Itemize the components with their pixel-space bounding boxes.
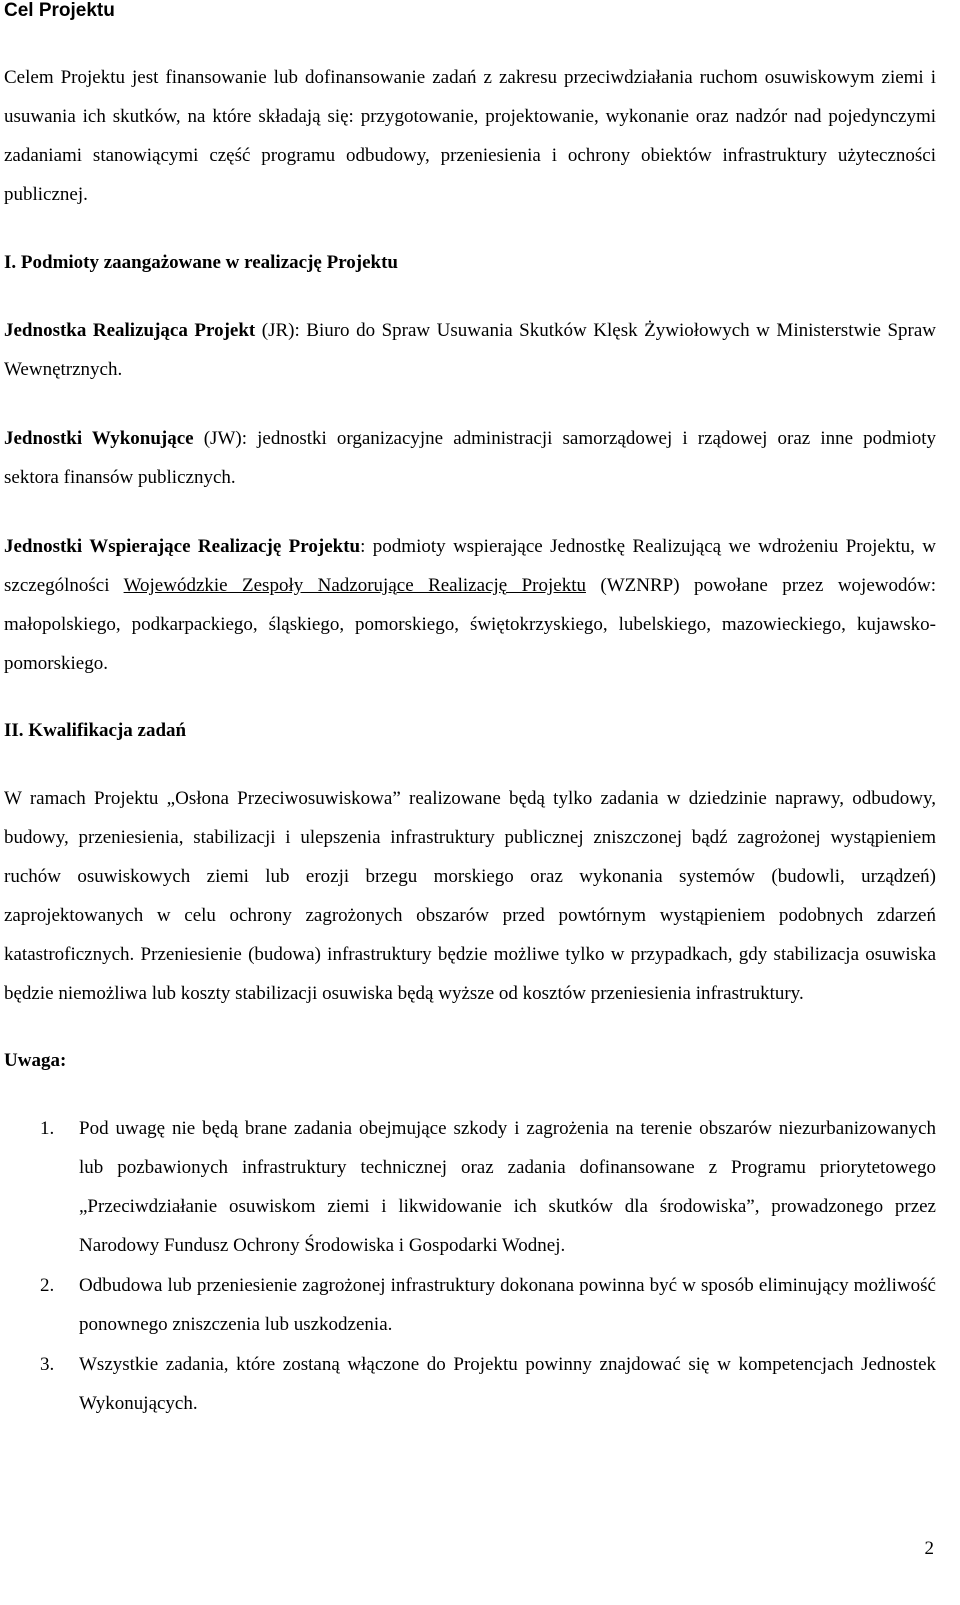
document-page — [4, 0, 936, 1423]
jwrp-text-a: : podmioty wspierające Jednostkę Realizującą we wdrożeniu Projektu, w szczególności — [4, 536, 936, 596]
notes-list — [4, 1109, 936, 1423]
list-item — [4, 1345, 936, 1423]
jr-text: (JR): Biuro do Spraw Usuwania Skutków Klęsk Żywiołowych w Ministerstwie Spraw Wewnętrznych. — [4, 320, 936, 380]
section-1-heading: I. Podmioty zaangażowane w realizację Projektu — [4, 252, 398, 273]
document-title: Cel Projektu — [4, 0, 115, 21]
list-item-number: 2. — [40, 1275, 55, 1296]
jw-paragraph — [4, 419, 936, 497]
jr-paragraph — [4, 311, 936, 389]
jwrp-paragraph — [4, 527, 936, 683]
wznrp-link[interactable]: Wojewódzkie Zespoły Nadzorujące Realizację Projektu — [123, 575, 586, 596]
section-2-heading: II. Kwalifikacja zadań — [4, 720, 187, 741]
list-item-text: Pod uwagę nie będą brane zadania obejmujące szkody i zagrożenia na terenie obszarów niezurbanizowanych lub pozbawionych infrastruktury technicznej oraz zadania dofinansowane z Programu priorytetowego „Przeciwdziałanie osuwiskom ziemi i likwidowanie ich skutków dla środowiska”, prowadzonego przez Narodowy Fundusz Ochrony Środowiska i Gospodarki Wodnej. — [79, 1118, 936, 1256]
list-item — [4, 1109, 936, 1265]
jwrp-text-b: (WZNRP) powołane przez wojewodów: małopolskiego, podkarpackiego, śląskiego, pomorskiego, świętokrzyskiego, lubelskiego, mazowieckiego, kujawsko-pomorskiego. — [4, 575, 936, 674]
list-item-text: Odbudowa lub przeniesienie zagrożonej infrastruktury dokonana powinna być w sposób eliminujący możliwość ponownego zniszczenia lub uszkodzenia. — [79, 1275, 936, 1335]
jw-label: Jednostki Wykonujące — [4, 428, 194, 449]
list-item-number: 3. — [40, 1354, 55, 1375]
intro-paragraph: Celem Projektu jest finansowanie lub dofinansowanie zadań z zakresu przeciwdziałania ruchom osuwiskowym ziemi i usuwania ich skutków, na które składają się: przygotowanie, projektowanie, wykonanie oraz nadzór nad pojedynczymi zadaniami stanowiącymi część programu odbudowy, przeniesienia i ochrony obiektów infrastruktury użyteczności publicznej. — [4, 67, 936, 205]
notes-heading: Uwaga: — [4, 1050, 67, 1071]
list-item-number: 1. — [40, 1118, 55, 1139]
jwrp-label: Jednostki Wspierające Realizację Projektu — [4, 536, 361, 557]
jw-text: (JW): jednostki organizacyjne administracji samorządowej i rządowej oraz inne podmioty sektora finansów publicznych. — [4, 428, 936, 488]
jr-label: Jednostka Realizująca Projekt — [4, 320, 256, 341]
page-number: 2 — [924, 1538, 934, 1559]
qualification-paragraph: W ramach Projektu „Osłona Przeciwosuwiskowa” realizowane będą tylko zadania w dziedzinie naprawy, odbudowy, budowy, przeniesienia, stabilizacji i ulepszenia infrastruktury publicznej zniszczonej bądź zagrożonej wystąpieniem ruchów osuwiskowych ziemi lub erozji brzegu morskiego oraz wykonania systemów (budowli, urządzeń) zaprojektowanych w celu ochrony zagrożonych obszarów przed powtórnym wystąpieniem podobnych zdarzeń katastroficznych. Przeniesienie (budowa) infrastruktury będzie możliwe tylko w przypadkach, gdy stabilizacja osuwiska będzie niemożliwa lub koszty stabilizacji osuwiska będą wyższe od kosztów przeniesienia infrastruktury. — [4, 788, 936, 1004]
list-item — [4, 1266, 936, 1344]
list-item-text: Wszystkie zadania, które zostaną włączone do Projektu powinny znajdować się w kompetencjach Jednostek Wykonujących. — [79, 1354, 936, 1414]
